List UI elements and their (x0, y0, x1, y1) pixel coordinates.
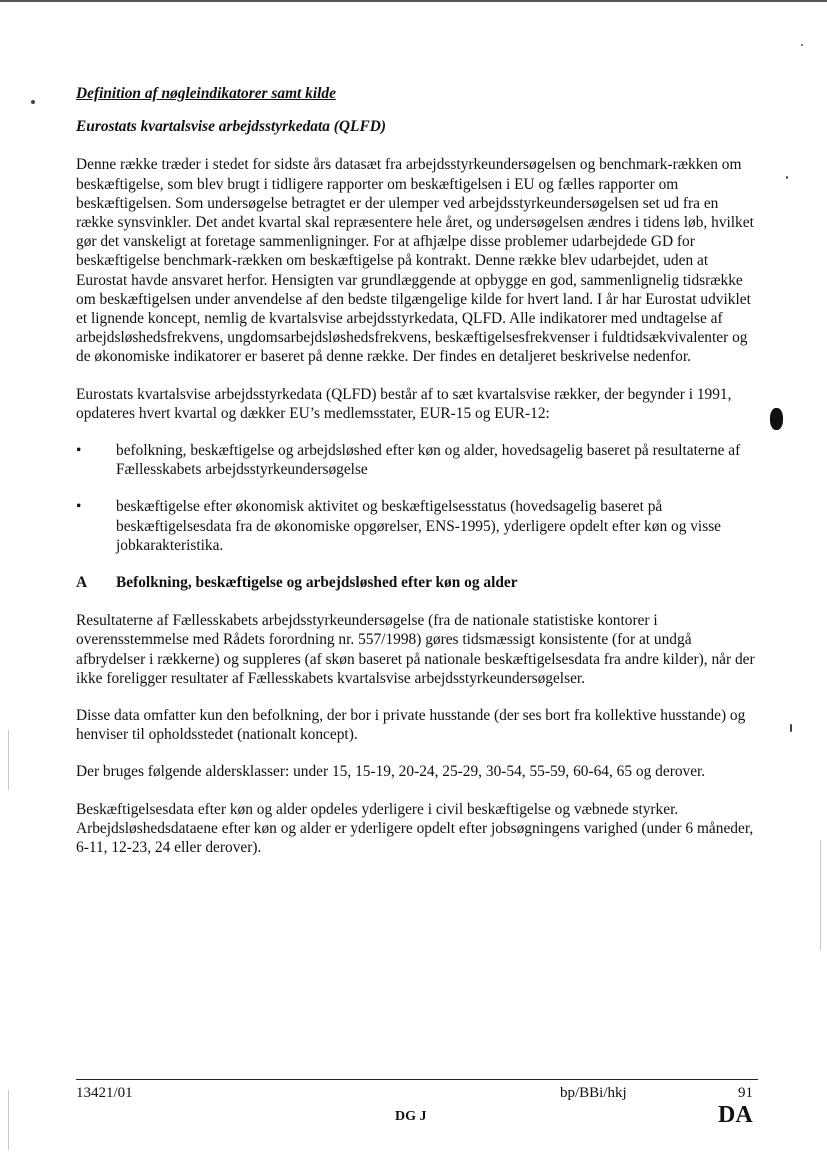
subsection-heading: Eurostats kvartalsvise arbejdsstyrkedata (QLFD) (76, 118, 386, 136)
list-item (76, 441, 758, 479)
scan-margin-line (8, 1090, 9, 1150)
bullet-mark: • (76, 498, 82, 516)
scan-speck (801, 44, 803, 46)
scan-speck (790, 724, 792, 732)
footer-language: DA (718, 1102, 753, 1128)
paragraph-households: Disse data omfatter kun den befolkning, der bor i private husstande (der ses bort fra kollektive husstande) og henviser til opholdsstedet (nationalt koncept). (76, 707, 746, 744)
list-item-text: beskæftigelse efter økonomisk aktivitet og beskæftigelsesstatus (hovedsagelig baseret på beskæftigelsesdata fra de økonomiske opgørelser, ENS-1995), yderligere opdelt efter køn og visse jobkarakteristika. (116, 498, 722, 554)
list-item-text: befolkning, beskæftigelse og arbejdsløshed efter køn og alder, hovedsagelig baseret på resultaterne af Fællesskabets arbejdsstyrkeundersøgelse (116, 442, 741, 479)
section-a-heading (76, 573, 758, 592)
scan-speck (31, 100, 35, 104)
footer-page-number: 91 (738, 1085, 753, 1101)
footer-rule (76, 1079, 758, 1080)
binder-hole-mark (770, 408, 783, 430)
paragraph-age-classes: Der bruges følgende aldersklasser: under 15, 15-19, 20-24, 25-29, 30-54, 55-59, 60-64, 65 og derover. (76, 763, 706, 781)
paragraph-employment-breakdown: Beskæftigelsesdata efter køn og alder opdeles yderligere i civil beskæftigelse og væbnede styrker. Arbejdsløshedsdataene efter køn og alder er yderligere opdelt efter jobsøgningens varighed (under 6 måneder, 6-11, 12-23, 24 eller derover). (76, 800, 754, 857)
paragraph-results: Resultaterne af Fællesskabets arbejdsstyrkeundersøgelse (fra de nationale statistiske kontorer i overensstemmelse med Rådets forordning nr. 557/1998) gøres tidsmæssigt konsistente (for at undgå afbrydelser i rækkerne) og suppleres (af skøn baseret på nationale beskæftigelsesdata fra andre kilder), når der ikke foreligger resultater af Fællesskabets kvartalsvise arbejdsstyrkeundersøgelser. (76, 612, 755, 687)
section-heading: Definition af nøgleindikatorer samt kilde (76, 85, 336, 102)
footer-dg: DG J (395, 1109, 427, 1124)
list-item (76, 497, 758, 555)
bullet-list (76, 441, 758, 555)
scan-margin-line (8, 730, 9, 790)
top-edge-rule (0, 0, 827, 2)
footer-reference: bp/BBi/hkj (560, 1085, 627, 1101)
section-title: Befolkning, beskæftigelse og arbejdsløshed efter køn og alder (116, 574, 518, 592)
section-letter: A (76, 574, 88, 592)
document-body (76, 84, 758, 875)
scan-speck (786, 176, 788, 179)
bullet-mark: • (76, 442, 82, 460)
paragraph-qlfd: Eurostats kvartalsvise arbejdsstyrkedata (QLFD) består af to sæt kvartalsvise rækker, der begynder i 1991, opdateres hvert kvartal og dækker EU’s medlemsstater, EUR-15 og EUR-12: (76, 385, 732, 422)
paragraph-intro: Denne række træder i stedet for sidste års datasæt fra arbejdsstyrkeundersøgelsen og benchmark-rækken om beskæftigelse, som blev brugt i tidligere rapporter om beskæftigelsen i EU og fælles rapporter om beskæftigelsen. Som undersøgelse betragtet er der ulemper ved arbejdsstyrkeundersøgelsen set ud fra en række synsvinkler. Det andet kvartal skal repræsentere hele året, og undersøgelsen ændres i tidens løb, hvilket gør det vanskeligt at foretage sammenligninger. For at afhjælpe disse problemer udarbejdede GD for beskæftigelse benchmark-rækken om beskæftigelse på kontrakt. Denne række blev udarbejdet, uden at Eurostat havde ansvaret herfor. Hensigten var grundlæggende at opbygge en god, sammenlignelig tidsrække om beskæftigelsen under anvendelse af den bedste tilgængelige kilde for hvert land. I år har Eurostat udviklet et lignende koncept, nemlig de kvartalsvise arbejdsstyrkedata, QLFD. Alle indikatorer med undtagelse af arbejdsløshedsfrekvens, ungdomsarbejdsløshedsfrekvens, beskæftigelsesfrekvenser i fuldtidsækvivalenter og de økonomiske indikatorer er baseret på denne række. Der findes en detaljeret beskrivelse nedenfor. (76, 156, 754, 366)
scan-margin-line (820, 840, 821, 950)
footer-doc-number: 13421/01 (76, 1085, 133, 1101)
